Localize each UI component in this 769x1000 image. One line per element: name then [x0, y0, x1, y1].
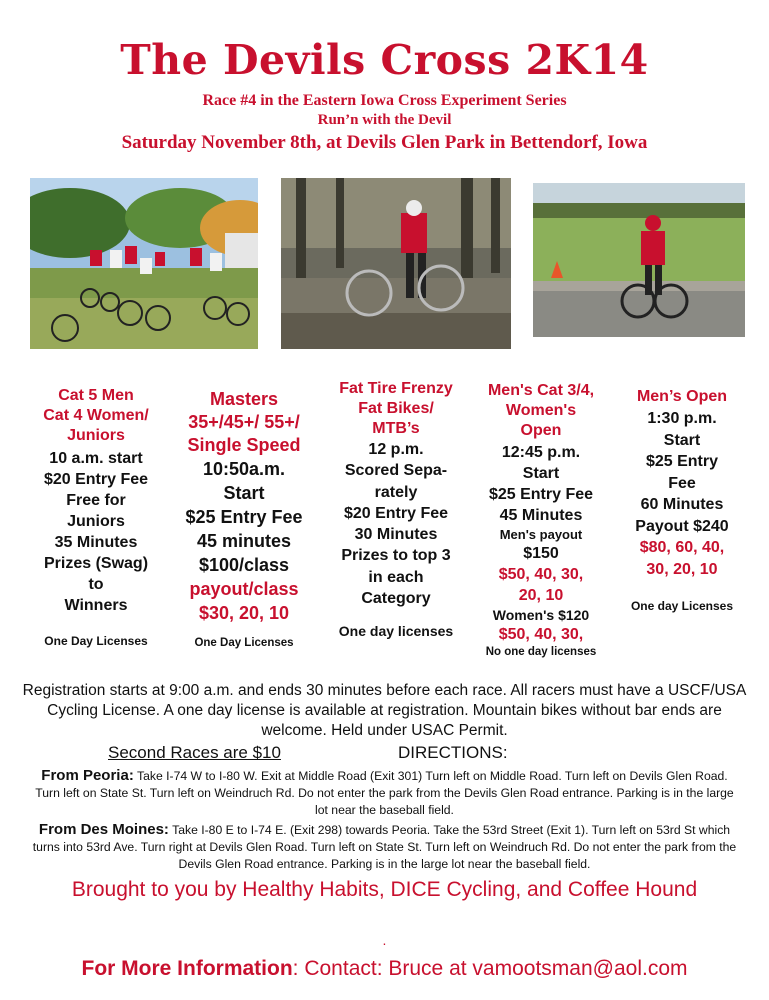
poster-title: The Devils Cross 2K14	[120, 36, 649, 84]
second-races-price: Second Races are $10	[108, 743, 281, 762]
race-detail-line: Prizes (Swag)	[43, 555, 149, 572]
contact-text: : Contact: Bruce at vamootsman@aol.com	[292, 957, 688, 980]
race-column-cat5	[28, 386, 164, 648]
license-note: One day Licenses	[630, 599, 734, 613]
directions-peoria	[28, 767, 741, 819]
payout-line: payout/class	[189, 579, 299, 599]
womens-payout: Women's $120	[492, 607, 590, 623]
race-detail-line: 10 a.m. start	[49, 450, 143, 467]
directions-text: Take I-74 W to I-80 W. Exit at Middle Road (Exit 301) Turn left on Middle Road. Turn left on Devils Glen Road. Turn left on State St. Turn left on Weindruch Rd. Do not enter the park from the Devils Glen Road entrance. Parking is in the large lot near the baseball field.	[35, 769, 734, 817]
race-detail-line: $25 Entry	[645, 453, 719, 470]
directions-origin: From Des Moines:	[38, 821, 169, 838]
race-detail-line: 35 Minutes	[54, 534, 138, 551]
tagline: Run’n with the Devil	[317, 112, 452, 128]
race-class-line: Men's Cat 3/4,	[487, 382, 595, 399]
womens-payout-split: $50, 40, 30,	[498, 626, 584, 643]
payout-line: $80, 60, 40,	[639, 539, 725, 556]
registration-info: Registration starts at 9:00 a.m. and ends 30 minutes before each race. All racers must have a USCF/USA Cycling License. A one day license is available at registration. Mountain bikes without bar ends are welcome. Held under USAC Permit.	[22, 682, 747, 739]
photo-race-pack	[30, 178, 258, 349]
race-class-line: 35+/45+/ 55+/	[188, 412, 300, 432]
race-detail-line: 12 p.m.	[368, 441, 424, 458]
race-detail-line: to	[88, 576, 104, 593]
race-detail-line: rately	[374, 483, 418, 501]
license-note: No one day licenses	[485, 646, 597, 658]
race-class-line: MTB’s	[372, 420, 420, 437]
directions-origin: From Peoria:	[41, 767, 134, 784]
race-detail-line: in each	[368, 568, 424, 586]
race-class-line: Fat Tire Frenzy	[339, 380, 453, 397]
mens-payout-label: Men's payout	[499, 527, 583, 542]
race-detail-line: 1:30 p.m.	[647, 410, 717, 427]
race-detail-line: Payout $240	[635, 517, 729, 535]
race-class-line: Open	[520, 422, 562, 439]
race-detail-line: 12:45 p.m.	[501, 444, 581, 461]
race-detail-line: 45 minutes	[196, 531, 292, 551]
race-detail-line: $25 Entry Fee	[185, 507, 303, 527]
race-class-line: Juniors	[67, 427, 125, 444]
race-class-line: Cat 4 Women/	[43, 407, 149, 424]
directions-des-moines	[28, 821, 741, 873]
separator-dot: .	[382, 932, 387, 948]
race-column-mens-open	[612, 387, 752, 613]
race-class-line: Masters	[209, 389, 279, 409]
race-detail-line: 30 Minutes	[354, 526, 438, 544]
race-detail-line: Start	[663, 431, 701, 449]
race-detail-line: Start	[223, 483, 265, 503]
race-detail-line: $20 Entry Fee	[343, 504, 449, 522]
race-class-line: Single Speed	[187, 435, 301, 455]
license-note: One day licenses	[338, 623, 454, 640]
mens-payout-total: $150	[523, 545, 559, 562]
more-info-label: For More Information	[81, 957, 293, 980]
race-detail-line: $20 Entry Fee	[43, 471, 149, 488]
series-subtitle: Race #4 in the Eastern Iowa Cross Experiment Series	[202, 92, 567, 109]
race-class-line: Men’s Open	[636, 388, 728, 405]
race-detail-line: Juniors	[67, 513, 125, 530]
directions-heading: DIRECTIONS:	[398, 743, 508, 762]
payout-line: 30, 20, 10	[646, 560, 718, 578]
race-column-masters	[168, 388, 320, 649]
race-column-cat34	[470, 381, 612, 660]
photo-open-rider	[533, 183, 745, 337]
race-detail-line: Start	[522, 465, 560, 482]
race-class-line: Fat Bikes/	[358, 400, 434, 417]
race-detail-line: $100/class	[198, 555, 290, 575]
payout-line: $30, 20, 10	[198, 603, 290, 623]
race-detail-line: $25 Entry Fee	[488, 486, 594, 503]
photo-runup-rider	[281, 178, 511, 349]
license-note: One Day Licenses	[194, 637, 294, 649]
race-class-line: Cat 5 Men	[58, 387, 134, 404]
race-class-line: Women's	[505, 402, 577, 419]
race-detail-line: Free for	[66, 492, 126, 509]
race-detail-line: Fee	[668, 474, 696, 492]
sponsors-line: Brought to you by Healthy Habits, DICE Cycling, and Coffee Hound	[71, 878, 698, 901]
race-detail-line: Category	[361, 590, 431, 608]
payout-line: $50, 40, 30,	[498, 566, 584, 583]
race-detail-line: Winners	[64, 597, 128, 614]
race-column-fat-tire	[326, 379, 466, 639]
more-info	[0, 957, 769, 981]
license-note: One Day Licenses	[44, 634, 148, 648]
race-detail-line: Prizes to top 3	[341, 547, 451, 565]
race-detail-line: Scored Sepa-	[344, 462, 448, 480]
directions-text: Take I-80 E to I-74 E. (Exit 298) towards Peoria. Take the 53rd Street (Exit 1). Turn left on 53rd St which turns into 53rd Ave. Turn right at Devils Glen Road. Turn left on State St. Turn left on Weindruch Rd. Do not enter the park from the Devils Glen Road entrance. Parking is in the large lot near the baseball field.	[32, 823, 737, 871]
payout-line: 20, 10	[518, 587, 564, 604]
race-detail-line: 60 Minutes	[640, 496, 724, 513]
event-dateline: Saturday November 8th, at Devils Glen Park in Bettendorf, Iowa	[121, 132, 648, 153]
race-detail-line: 45 Minutes	[499, 507, 583, 524]
race-detail-line: 10:50a.m.	[202, 459, 286, 479]
